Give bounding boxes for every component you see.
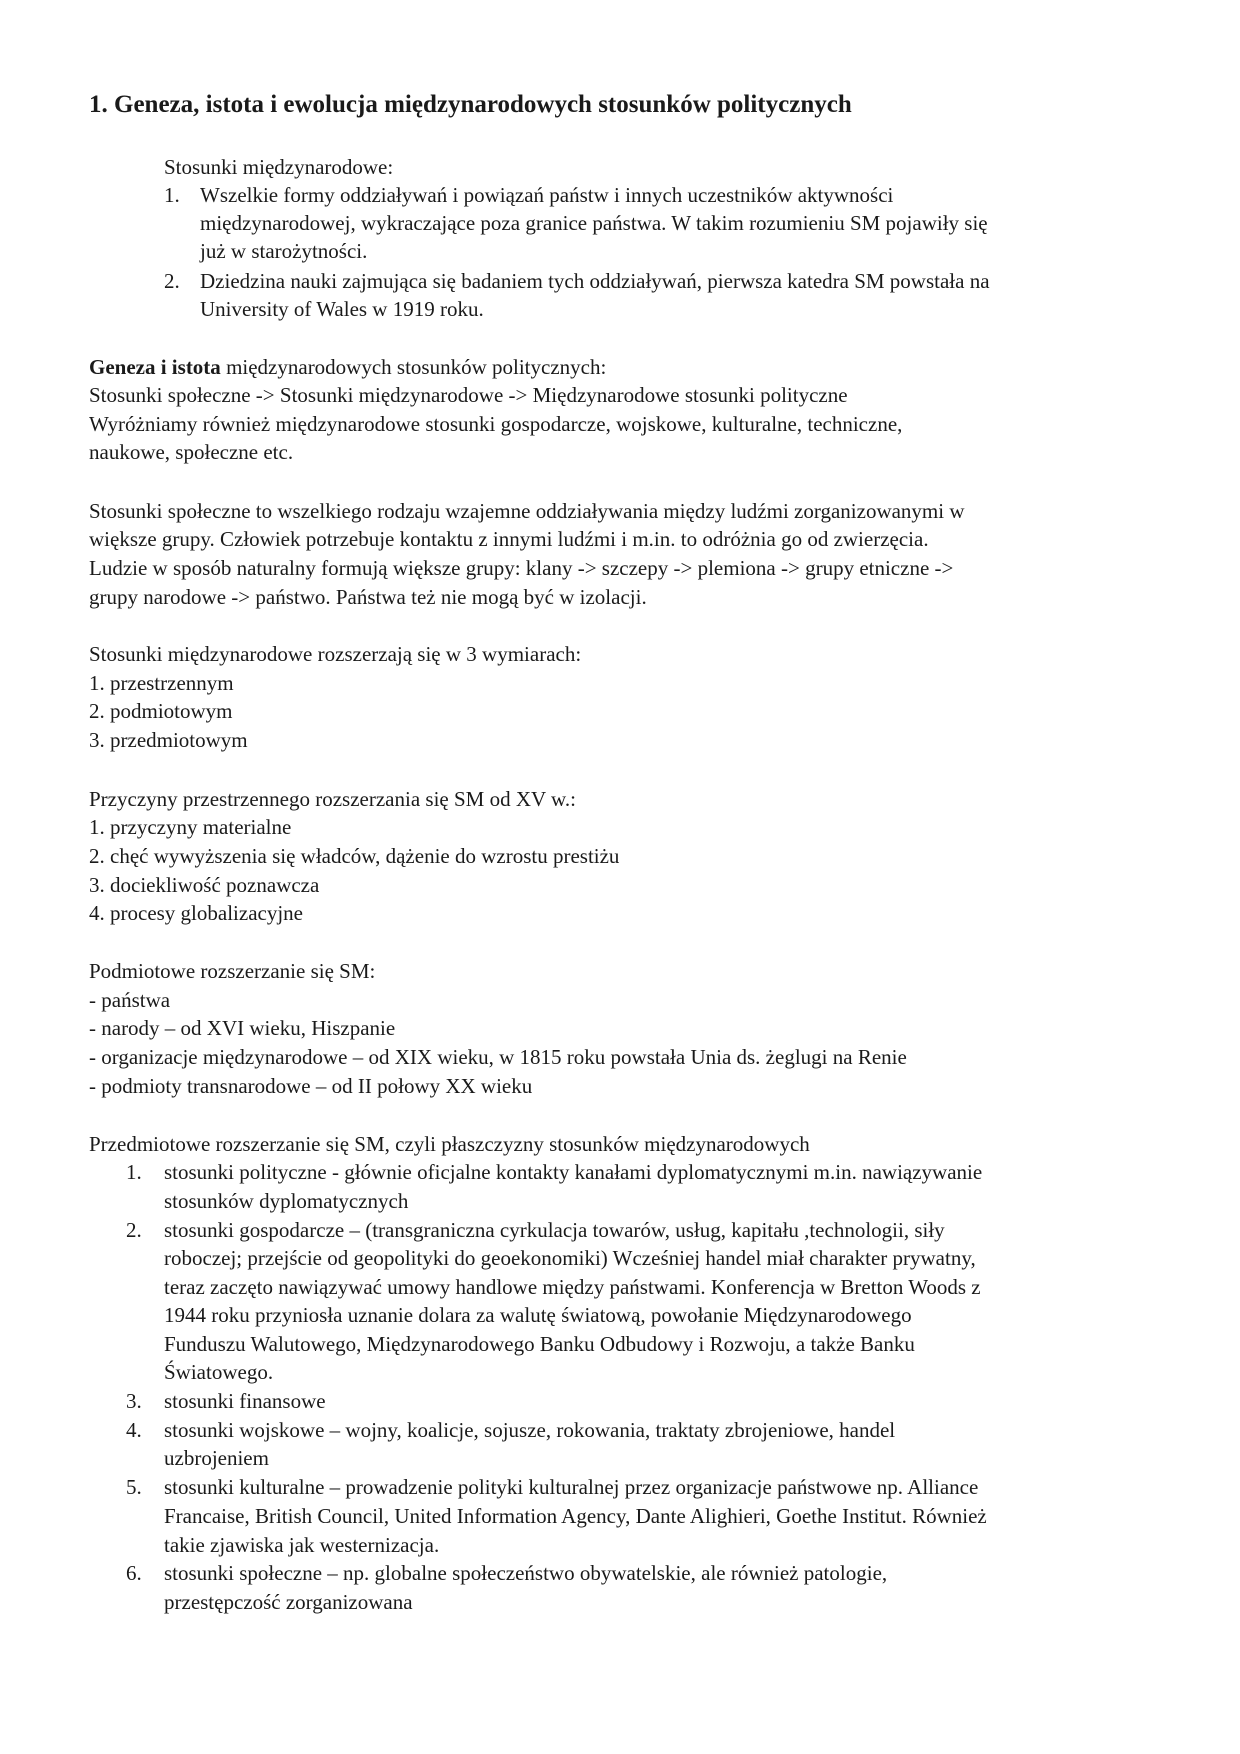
- paragraph-line: naukowe, społeczne etc.: [89, 440, 294, 464]
- paragraph-line: Stosunki społeczne to wszelkiego rodzaju wzajemne oddziaływania między ludźmi zorganizowanymi w: [89, 499, 965, 523]
- list-item-line: stosunki wojskowe – wojny, koalicje, sojusze, rokowania, traktaty zbrojeniowe, handel: [164, 1418, 896, 1442]
- list-item: 1. przyczyny materialne: [89, 815, 292, 839]
- list-item: 2. chęć wywyższenia się władców, dążenie do wzrostu prestiżu: [89, 844, 620, 868]
- list-item-line: stosunki społeczne – np. globalne społeczeństwo obywatelskie, ale również patologie,: [164, 1561, 888, 1585]
- list-item: - państwa: [89, 988, 171, 1012]
- list-item: - podmioty transnarodowe – od II połowy XX wieku: [89, 1074, 533, 1098]
- list-number: 2.: [126, 1218, 142, 1242]
- paragraph-line: Stosunki międzynarodowe rozszerzają się w 3 wymiarach:: [89, 642, 582, 666]
- list-item-line: międzynarodowej, wykraczające poza granice państwa. W takim rozumieniu SM pojawiły się: [200, 211, 988, 235]
- list-item: - organizacje międzynarodowe – od XIX wieku, w 1815 roku powstała Unia ds. żeglugi na Renie: [89, 1045, 907, 1069]
- list-item-line: przestępczość zorganizowana: [164, 1590, 413, 1614]
- list-item: 1. przestrzennym: [89, 671, 234, 695]
- list-item-line: teraz zaczęto nawiązywać umowy handlowe między państwami. Konferencja w Bretton Woods z: [164, 1275, 981, 1299]
- list-item-line: już w starożytności.: [200, 239, 368, 263]
- list-item-line: stosunków dyplomatycznych: [164, 1189, 409, 1213]
- intro-label: Stosunki międzynarodowe:: [164, 155, 394, 179]
- list-number: 1.: [164, 183, 180, 207]
- list-item: 3. przedmiotowym: [89, 728, 248, 752]
- paragraph-line: Podmiotowe rozszerzanie się SM:: [89, 959, 376, 983]
- list-item-line: takie zjawiska jak westernizacja.: [164, 1533, 440, 1557]
- paragraph-lead: [89, 353, 606, 381]
- paragraph-line: Stosunki społeczne -> Stosunki międzynarodowe -> Międzynarodowe stosunki polityczne: [89, 383, 848, 407]
- list-number: 6.: [126, 1561, 142, 1585]
- list-item-line: stosunki polityczne - głównie oficjalne kontakty kanałami dyplomatycznymi m.in. nawiązywanie: [164, 1160, 983, 1184]
- list-item-line: 1944 roku przyniosła uznanie dolara za walutę światową, powołanie Międzynarodowego: [164, 1303, 912, 1327]
- paragraph-line: większe grupy. Człowiek potrzebuje kontaktu z innymi ludźmi i m.in. to odróżnia go od zwierzęcia.: [89, 527, 929, 551]
- list-item-line: roboczej; przejście od geopolityki do geoekonomiki) Wcześniej handel miał charakter prywatny,: [164, 1246, 976, 1270]
- paragraph-line: Wyróżniamy również międzynarodowe stosunki gospodarcze, wojskowe, kulturalne, techniczne,: [89, 412, 903, 436]
- list-item: 2. podmiotowym: [89, 699, 233, 723]
- paragraph-line: Przedmiotowe rozszerzanie się SM, czyli płaszczyzny stosunków międzynarodowych: [89, 1132, 810, 1156]
- list-number: 2.: [164, 269, 180, 293]
- list-number: 4.: [126, 1418, 142, 1442]
- list-item-line: uzbrojeniem: [164, 1446, 269, 1470]
- paragraph-line: Przyczyny przestrzennego rozszerzania się SM od XV w.:: [89, 787, 576, 811]
- list-item-line: Funduszu Walutowego, Międzynarodowego Banku Odbudowy i Rozwoju, a także Banku: [164, 1332, 915, 1356]
- paragraph-line: Ludzie w sposób naturalny formują większe grupy: klany -> szczepy -> plemiona -> grupy etniczne ->: [89, 556, 954, 580]
- list-number: 3.: [126, 1389, 142, 1413]
- list-item-line: stosunki gospodarcze – (transgraniczna cyrkulacja towarów, usług, kapitału ,technologii, siły: [164, 1218, 945, 1242]
- list-item: 4. procesy globalizacyjne: [89, 901, 303, 925]
- list-item-line: stosunki kulturalne – prowadzenie polityki kulturalnej przez organizacje państwowe np. Alliance: [164, 1475, 979, 1499]
- list-number: 1.: [126, 1160, 142, 1184]
- page-title: 1. Geneza, istota i ewolucja międzynarodowych stosunków politycznych: [89, 91, 852, 118]
- list-number: 5.: [126, 1475, 142, 1499]
- paragraph-line: grupy narodowe -> państwo. Państwa też nie mogą być w izolacji.: [89, 585, 647, 609]
- bold-phrase: Geneza i istota: [89, 355, 221, 379]
- list-item-line: Francaise, British Council, United Information Agency, Dante Alighieri, Goethe Institut. Również: [164, 1504, 987, 1528]
- list-item-line: stosunki finansowe: [164, 1389, 326, 1413]
- list-item-line: Wszelkie formy oddziaływań i powiązań państw i innych uczestników aktywności: [200, 183, 894, 207]
- list-item-line: University of Wales w 1919 roku.: [200, 297, 484, 321]
- list-item: - narody – od XVI wieku, Hiszpanie: [89, 1016, 396, 1040]
- list-item-line: Dziedzina nauki zajmująca się badaniem tych oddziaływań, pierwsza katedra SM powstała na: [200, 269, 990, 293]
- list-item-line: Światowego.: [164, 1360, 274, 1384]
- list-item: 3. dociekliwość poznawcza: [89, 873, 320, 897]
- lead-text: międzynarodowych stosunków politycznych:: [220, 355, 607, 379]
